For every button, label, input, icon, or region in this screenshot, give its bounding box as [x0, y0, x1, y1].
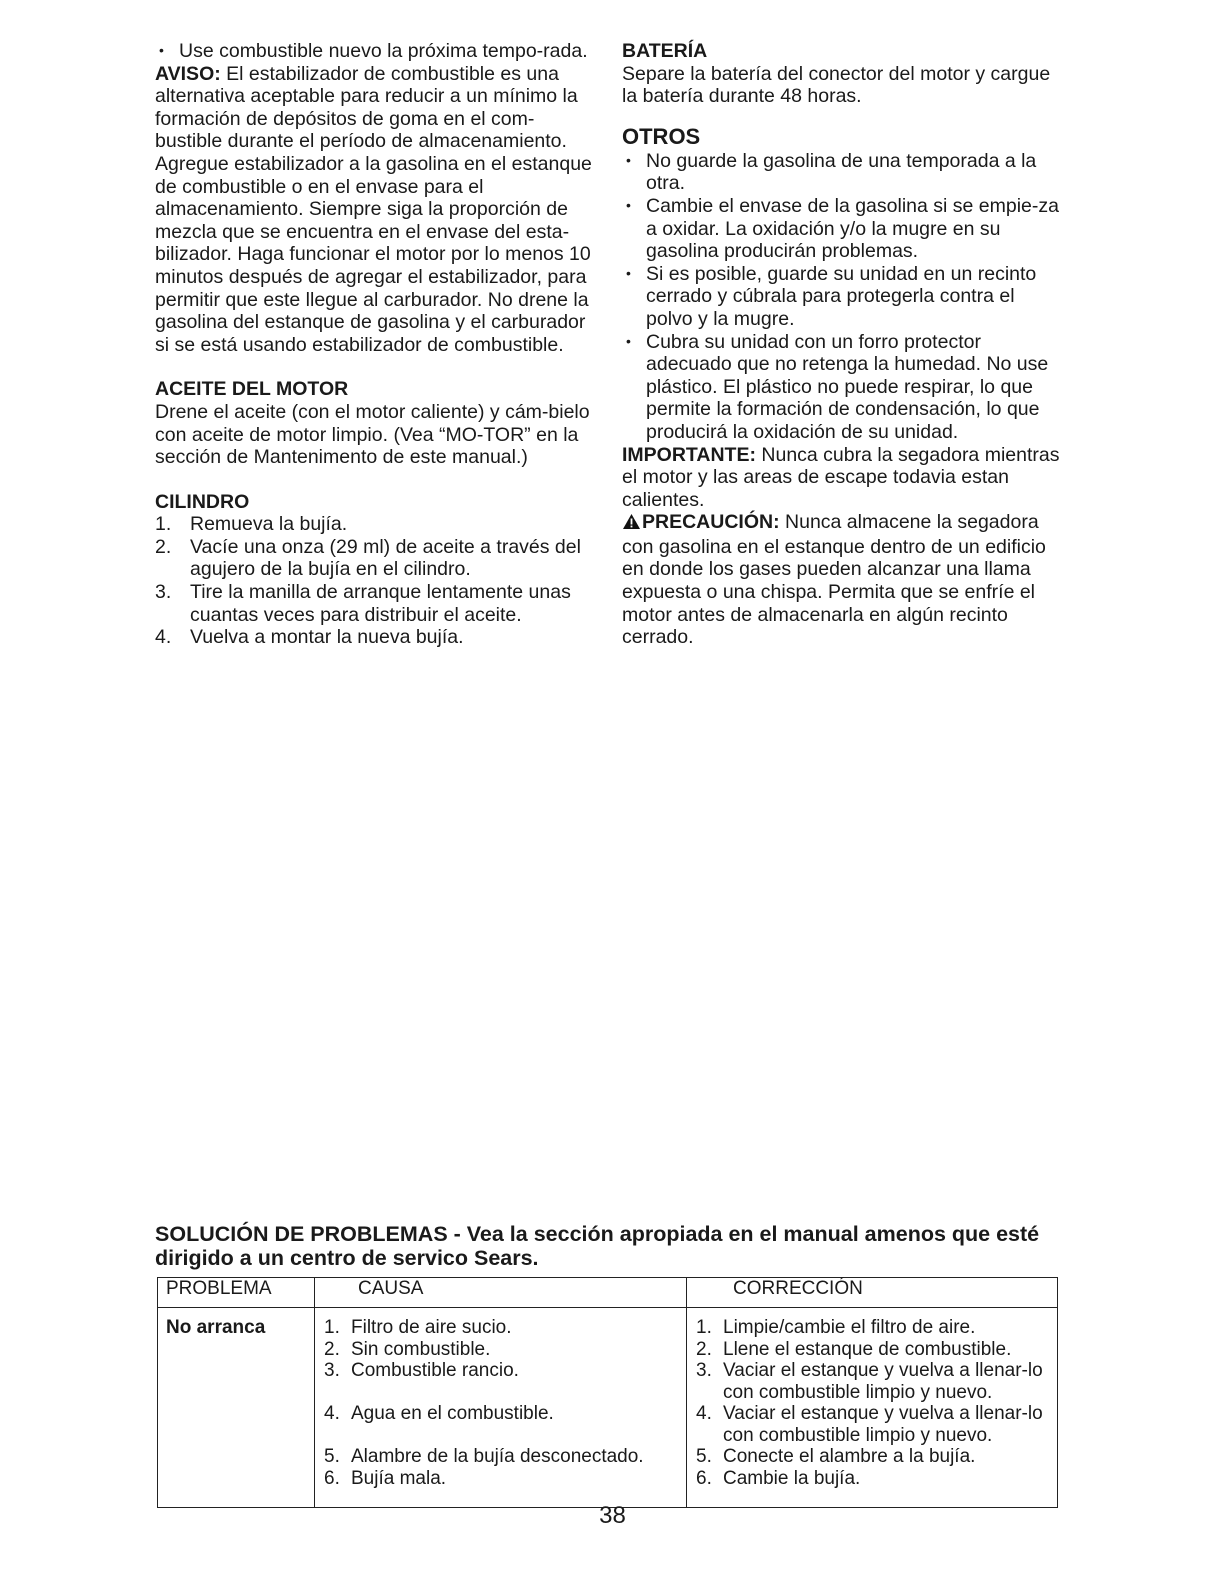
- step-text: Tire la manilla de arranque lentamente unas cuantas veces para distribuir el aceite.: [190, 581, 571, 626]
- table-header-row: [158, 1278, 1058, 1308]
- step-number: 2.: [155, 535, 172, 558]
- cylinder-step: [155, 536, 595, 581]
- step-number: 3.: [155, 581, 172, 604]
- troubleshooting-heading: SOLUCIÓN DE PROBLEMAS - Vea la sección apropiada en el manual amenos que esté dirigido a un centro de servico Sears.: [155, 1222, 1040, 1270]
- otros-item: • No guarde la gasolina de una temporada a la otra.: [622, 150, 1062, 195]
- cause-item: [315, 1317, 686, 1339]
- step-text: Vacíe una onza (29 ml) de aceite a través del agujero de la bujía en el cilindro.: [190, 535, 581, 581]
- cause-item: [315, 1360, 686, 1382]
- fuel-bullet-list: [155, 40, 595, 63]
- fix-item: [687, 1468, 1057, 1490]
- fix-list: [687, 1308, 1057, 1489]
- step-text: Vuelva a montar la nueva bujía.: [190, 626, 464, 649]
- column-header-fix: CORRECCIÓN: [687, 1278, 1058, 1308]
- cause-spacer: [315, 1425, 686, 1447]
- problem-cell: No arranca: [158, 1308, 315, 1508]
- battery-text: Separe la batería del conector del motor y cargue la batería durante 48 horas.: [622, 62, 1051, 108]
- fix-text: Vaciar el estanque y vuelva a llenar-lo con combustible limpio y nuevo.: [723, 1403, 1043, 1446]
- right-column: [622, 40, 1062, 649]
- cause-list: [315, 1308, 686, 1489]
- cause-cell: [315, 1308, 687, 1508]
- cause-number: 3.: [324, 1360, 340, 1381]
- important-text: Nunca cubra la segadora mientras el motor y las areas de escape todavia estan calientes.: [622, 443, 1060, 511]
- table-row: [158, 1308, 1058, 1508]
- column-header-problem: PROBLEMA: [158, 1278, 315, 1308]
- aviso-label: AVISO:: [155, 62, 221, 85]
- otros-item: • Si es posible, guarde su unidad en un recinto cerrado y cúbrala para protegerla contra el polvo y la mugre.: [622, 263, 1062, 331]
- fix-number: 4.: [696, 1403, 712, 1424]
- cause-item: [315, 1446, 686, 1468]
- cause-number: 5.: [324, 1446, 340, 1467]
- cylinder-step: [155, 626, 595, 649]
- cause-item: [315, 1468, 686, 1490]
- otros-item: • Cambie el envase de la gasolina si se empie-za a oxidar. La oxidación y/o la mugre en su gasolina producirán problemas.: [622, 195, 1062, 263]
- step-number: 1.: [155, 513, 172, 536]
- fix-number: 3.: [696, 1360, 712, 1381]
- fix-item: [687, 1317, 1057, 1339]
- fix-item: [687, 1339, 1057, 1361]
- important-label: IMPORTANTE:: [622, 443, 756, 466]
- cause-number: 6.: [324, 1467, 340, 1489]
- otros-item: • Cubra su unidad con un forro protector adecuado que no retenga la humedad. No use plástico. El plástico no puede respirar, lo que permite la formación de condensación, lo que producirá la oxidación de su unidad.: [622, 331, 1062, 444]
- cause-text: Combustible rancio.: [351, 1360, 519, 1381]
- page-number: 38: [599, 1502, 626, 1529]
- cylinder-steps: [155, 513, 595, 649]
- cylinder-step: [155, 513, 595, 536]
- cause-text: Filtro de aire sucio.: [351, 1317, 512, 1338]
- fix-text: Cambie la bujía.: [723, 1467, 861, 1489]
- cylinder-heading: CILINDRO: [155, 490, 250, 513]
- caution-text: Nunca almacene la segadora con gasolina en el estanque dentro de un edificio en donde los gases pueden alcanzar una llama expuesta o una chispa. Permita que se enfríe el motor antes de almacenarla en algún recinto cerrado.: [622, 511, 1046, 649]
- fix-cell: [687, 1308, 1058, 1508]
- fix-number: 2.: [696, 1338, 712, 1360]
- warning-triangle-icon: [622, 513, 641, 536]
- oil-text: Drene el aceite (con el motor caliente) y cám-bielo con aceite de motor limpio. (Vea “MO-TOR” en la sección de Mantenimento de este manual.): [155, 400, 590, 469]
- fix-text: Vaciar el estanque y vuelva a llenar-lo con combustible limpio y nuevo.: [723, 1360, 1043, 1403]
- step-number: 4.: [155, 626, 172, 649]
- otros-heading: OTROS: [622, 123, 701, 149]
- column-header-cause: CAUSA: [315, 1278, 687, 1308]
- cylinder-step: [155, 581, 595, 626]
- fix-text: Llene el estanque de combustible.: [723, 1338, 1012, 1360]
- fix-number: 6.: [696, 1467, 712, 1489]
- cause-number: 2.: [324, 1338, 340, 1360]
- cause-text: Alambre de la bujía desconectado.: [351, 1446, 644, 1467]
- fix-item: [687, 1403, 1057, 1446]
- fix-item: [687, 1360, 1057, 1403]
- aviso-text: El estabilizador de combustible es una alternativa aceptable para reducir a un mínimo la formación de depósitos de goma en el com-bustible durante el período de almacenamiento. Agregue estabilizador a la gasolina en el estanque de combustible o en el envase para el almacenamiento. Siempre siga la proporción de mezcla que se encuentra en el envase del esta-bilizador. Haga funcionar el motor por lo menos 10 minutos después de agregar el estabilizador, para permitir que este llegue al carburador. No drene la gasolina del estanque de gasolina y el carburador si se está usando estabilizador de combustible.: [155, 62, 592, 356]
- fix-number: 1.: [696, 1317, 712, 1338]
- fix-number: 5.: [696, 1446, 712, 1467]
- cause-text: Bujía mala.: [351, 1467, 447, 1489]
- cause-spacer: [315, 1382, 686, 1404]
- fix-item: [687, 1446, 1057, 1468]
- important-paragraph: [622, 444, 1062, 512]
- cause-item: [315, 1339, 686, 1361]
- fuel-bullet: • Use combustible nuevo la próxima tempo-rada.: [155, 40, 595, 63]
- cause-text: Agua en el combustible.: [351, 1403, 554, 1424]
- caution-paragraph: [622, 511, 1062, 649]
- battery-heading: BATERÍA: [622, 40, 708, 62]
- aviso-paragraph: [155, 63, 595, 357]
- cause-number: 4.: [324, 1403, 340, 1424]
- cause-number: 1.: [324, 1317, 340, 1338]
- cause-text: Sin combustible.: [351, 1338, 491, 1360]
- otros-list: [622, 150, 1062, 444]
- troubleshooting-table: [157, 1277, 1058, 1508]
- step-text: Remueva la bujía.: [190, 513, 348, 536]
- left-column: [155, 40, 595, 649]
- fix-text: Conecte el alambre a la bujía.: [723, 1446, 976, 1467]
- caution-label: PRECAUCIÓN:: [642, 511, 780, 534]
- cause-item: [315, 1403, 686, 1425]
- fix-text: Limpie/cambie el filtro de aire.: [723, 1317, 976, 1338]
- oil-heading: ACEITE DEL MOTOR: [155, 378, 349, 401]
